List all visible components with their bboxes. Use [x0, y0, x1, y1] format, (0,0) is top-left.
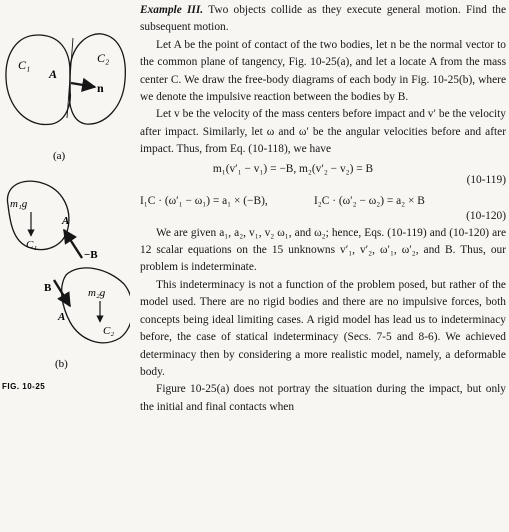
- paragraph-indeterminacy: This indeterminacy is not a function of the problem posed, but rather of the model used. There are no rigid bodies and there are no impulsive forces, both concepts being ideal limiting cases. A rigid model has lead us to indeterminacy before, the case of statical indeterminacy (Secs. 7-5 and 8-6). We achieved determinacy then by considering a more realistic model, namely, a deformable body.: [140, 278, 506, 378]
- force-minus-b-arrow: [64, 230, 82, 258]
- body-text: [140, 2, 506, 416]
- paragraph-contact: Let A be the point of contact of the two bodies, let n be the normal vector to the common plane of tangency, Fig. 10-25(a), and let a locate A from the mass center C. We draw the free-body diagrams of each body in Fig. 10-25(b), where we denote the impulsive reaction between the bodies by B.: [140, 38, 506, 104]
- body-2-outline: [62, 268, 130, 343]
- equation-10-119: [140, 159, 506, 189]
- label-m2g: m₂g: [88, 287, 106, 299]
- paragraph-given: We are given a₁, a₂, v₁, v₂ ω₁, and ω₂; hence, Eqs. (10-119) and (10-120) are 12 scalar equations on the 15 unknowns v′₁, v′₂, ω′₁, ω′₂, and B. Thus, our problem is indeterminate.: [140, 226, 506, 274]
- paragraph-figure-note: Figure 10-25(a) does not portray the situation during the impact, but only the initial and final contacts when: [140, 383, 506, 413]
- body-1-outline: [7, 181, 68, 249]
- label-c2: C₂: [97, 51, 110, 65]
- equation-10-120-part2: I₂C · (ω′₂ − ω₂) = a₂ × B: [314, 194, 425, 207]
- normal-vector-arrow: [71, 83, 95, 87]
- caption-a: (a): [53, 150, 66, 162]
- label-minus-b: −B: [84, 249, 98, 261]
- label-b: B: [44, 282, 52, 294]
- figure-10-25: [0, 0, 130, 532]
- label-n: n: [97, 81, 104, 95]
- equation-10-120: [140, 191, 506, 225]
- label-c2-b: C₂: [103, 325, 115, 337]
- label-a-bottom: A: [58, 311, 66, 323]
- paragraph-velocity: Let v be the velocity of the mass centers before impact and v′ be the velocity after impact. Similarly, let ω and ω′ be the angular velocities before and after impact. Thus, from Eq. (10-118), we have: [140, 108, 506, 156]
- label-c1: C₁: [18, 58, 31, 72]
- example-title: Example III.: [140, 4, 204, 16]
- paragraph-intro: [140, 2, 506, 37]
- figure-b: [7, 181, 130, 370]
- figure-a: [6, 34, 125, 162]
- equation-10-119-body: m₁(v′₁ − v₁) = −B, m₂(v′₂ − v₂) = B: [212, 162, 374, 175]
- label-a-top: A: [62, 215, 70, 227]
- label-c1-b: C₁: [26, 239, 38, 251]
- intro-text: Two objects collide as they execute general motion. Find the subsequent motion.: [140, 4, 506, 34]
- body-c1-outline: [6, 35, 70, 125]
- figure-number-label: FIG. 10-25: [2, 382, 46, 391]
- label-a: A: [49, 67, 58, 81]
- body-c2-outline: [70, 34, 126, 124]
- equation-10-120-part1: I₁C · (ω′₁ − ω₁) = a₁ × (−B),: [140, 194, 268, 207]
- equation-10-119-number: (10-119): [466, 173, 506, 186]
- equation-10-120-number: (10-120): [466, 209, 506, 222]
- label-m1g: m₁g: [10, 198, 28, 210]
- caption-b: (b): [55, 358, 68, 370]
